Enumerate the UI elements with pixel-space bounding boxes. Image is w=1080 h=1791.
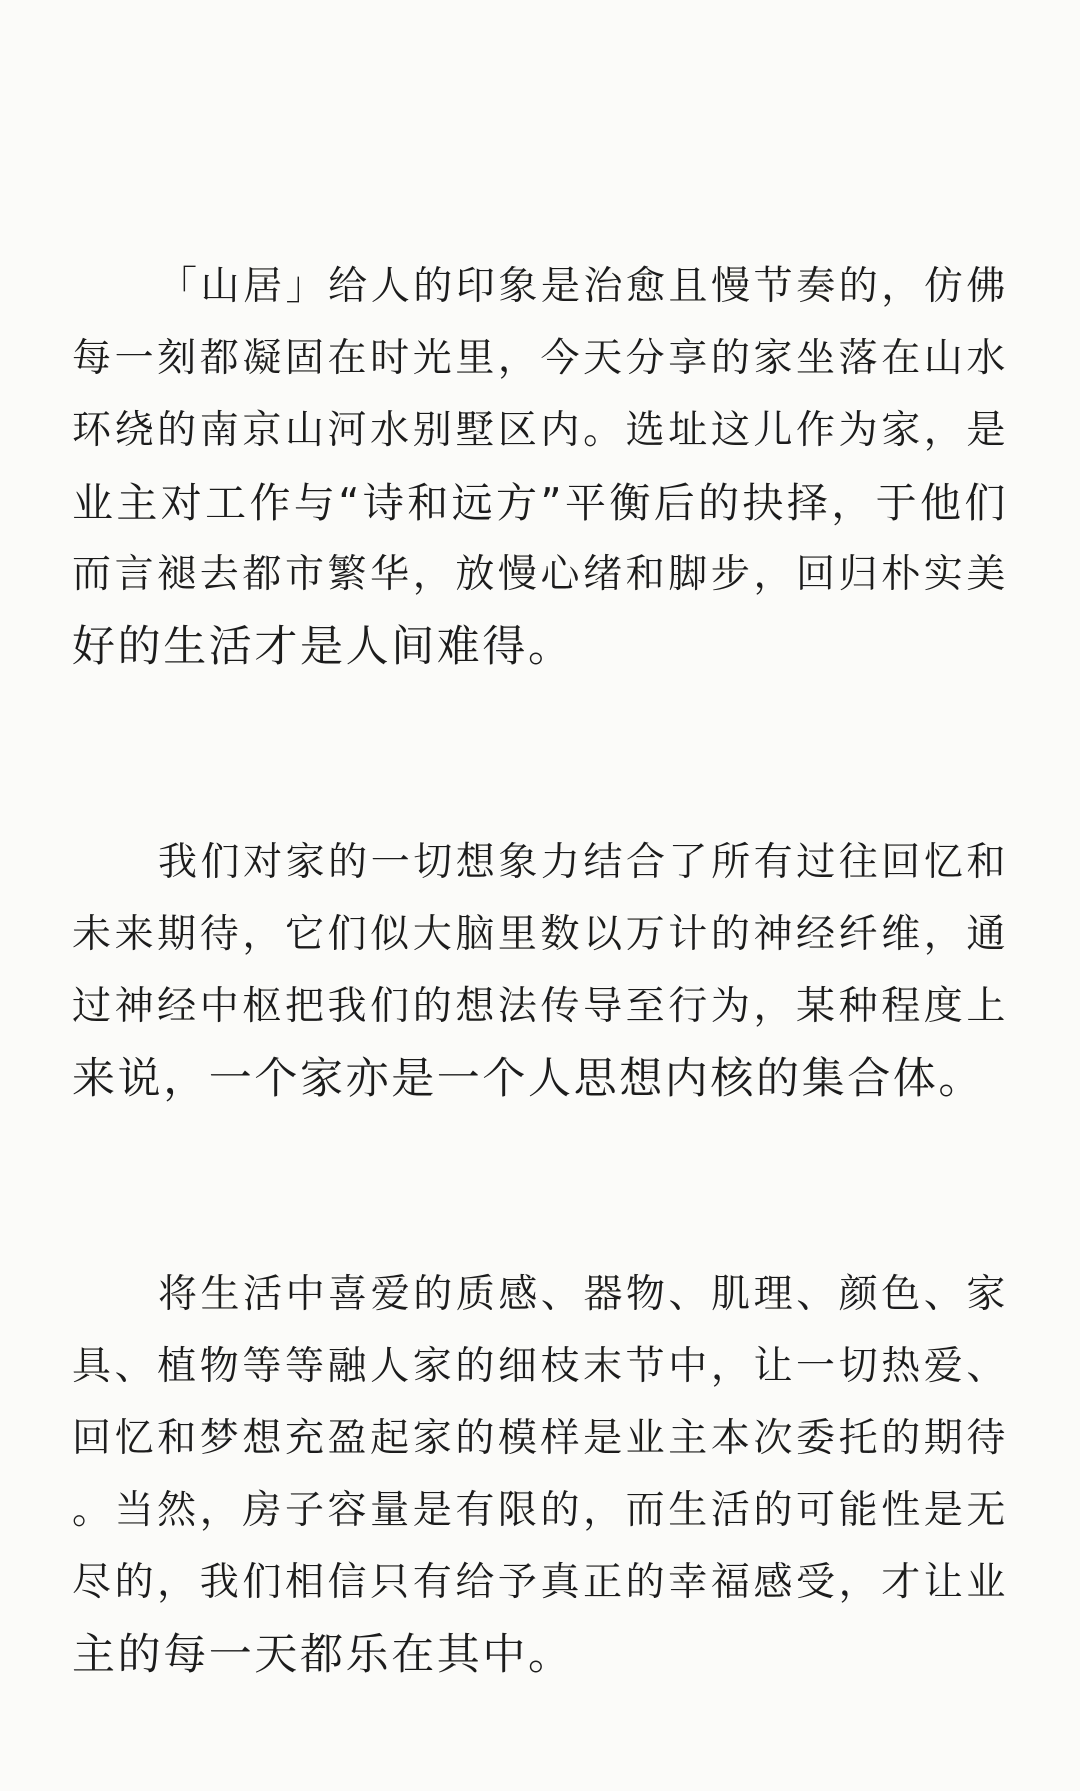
text-line: 具、植物等等融人家的细枝末节中，让一切热爱、	[72, 1344, 1008, 1389]
paragraph-spacer	[72, 1115, 1008, 1259]
paragraph-1	[72, 251, 1008, 683]
paragraph-2	[72, 827, 1008, 1115]
text-line: 未来期待，它们似大脑里数以万计的神经纤维，通	[72, 912, 1008, 957]
text-line: 我们对家的一切想象力结合了所有过往回忆和	[158, 840, 1008, 885]
text-line: 。当然，房子容量是有限的，而生活的可能性是无	[72, 1488, 1008, 1533]
paragraph-spacer	[72, 683, 1008, 827]
text-line: 回忆和梦想充盈起家的模样是业主本次委托的期待	[72, 1416, 1008, 1461]
text-line: 好的生活才是人间难得。	[72, 622, 574, 672]
text-line: 每一刻都凝固在时光里，今天分享的家坐落在山水	[72, 336, 1008, 381]
text-line: 业主对工作与“诗和远方”平衡后的抉择，于他们	[72, 479, 1008, 527]
text-line: 来说，一个家亦是一个人思想内核的集合体。	[72, 1054, 984, 1104]
text-line: 而言褪去都市繁华，放慢心绪和脚步，回归朴实美	[72, 552, 1008, 597]
text-line: 「山居」给人的印象是治愈且慢节奏的，仿佛	[158, 264, 1008, 309]
text-line: 尽的，我们相信只有给予真正的幸福感受，才让业	[72, 1560, 1008, 1605]
text-line: 环绕的南京山河水别墅区内。选址这儿作为家，是	[72, 408, 1008, 453]
text-line: 将生活中喜爱的质感、器物、肌理、颜色、家	[158, 1272, 1008, 1317]
article-body	[72, 251, 1008, 1691]
paragraph-3	[72, 1259, 1008, 1691]
text-line: 主的每一天都乐在其中。	[72, 1630, 574, 1680]
text-line: 过神经中枢把我们的想法传导至行为，某种程度上	[72, 984, 1008, 1029]
